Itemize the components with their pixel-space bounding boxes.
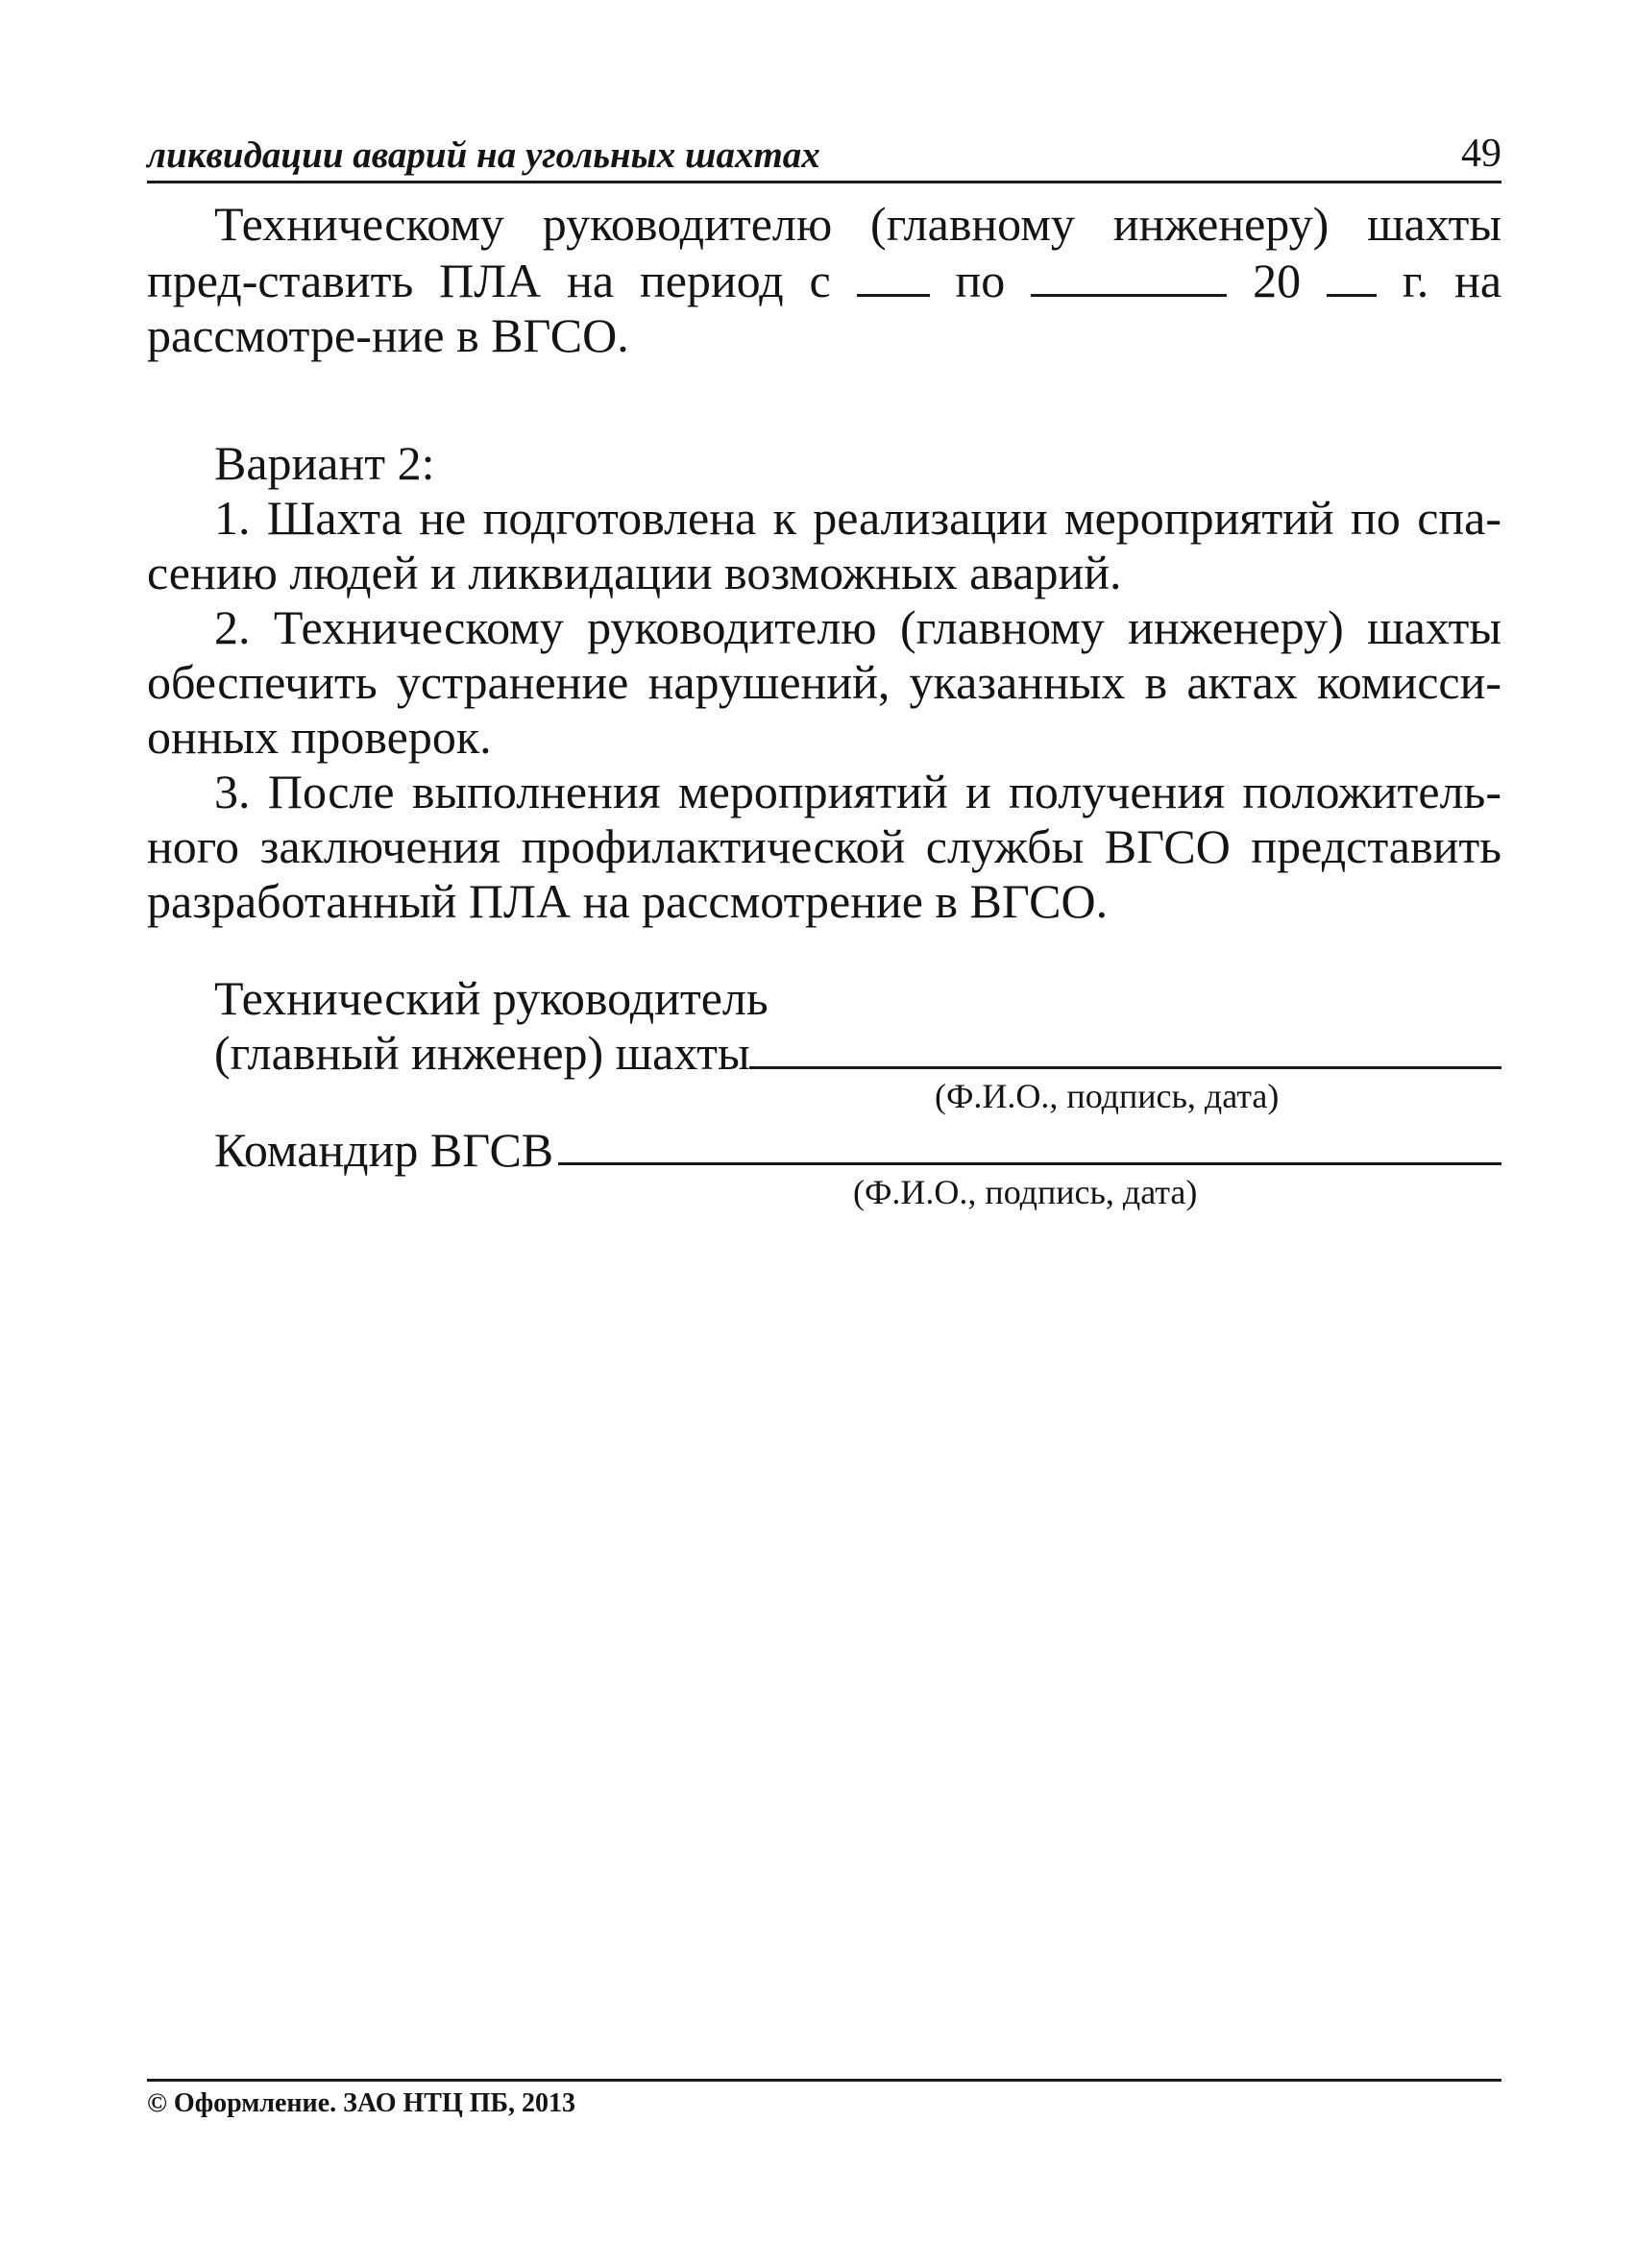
variant-title: Вариант 2: xyxy=(214,436,435,490)
date-to-blank xyxy=(1031,252,1227,297)
variant-item-2: 2. Техническому руководителю (главному инженеру) шахты обеспечить устранение нарушений, указанных в актах комисси-онных проверок. xyxy=(147,600,1501,764)
tech-director-label-line1: Технический руководитель xyxy=(214,971,769,1025)
paragraph-gap xyxy=(147,363,1501,436)
tech-director-caption: (Ф.И.О., подпись, дата) xyxy=(935,1077,1280,1115)
intro-text-part3: 20 xyxy=(1253,254,1302,307)
year-blank xyxy=(1327,252,1377,297)
intro-text-part1: Техническому руководителю (главному инженеру) шахты пред-ставить ПЛА на период с xyxy=(147,197,1501,307)
signature-block xyxy=(147,970,1501,1258)
commander-label: Командир ВГСВ xyxy=(214,1123,554,1177)
variant-item-3: 3. После выполнения мероприятий и получения положитель-ного заключения профилактической службы ВГСО представить разработанный ПЛА на рассмотрение в ВГСО. xyxy=(147,765,1501,928)
running-header xyxy=(147,123,1501,183)
variant-item-1: 1. Шахта не подготовлена к реализации мероприятий по спа-сению людей и ликвидации возможных аварий. xyxy=(147,491,1501,599)
tech-director-signature-line xyxy=(749,1066,1501,1069)
commander-caption: (Ф.И.О., подпись, дата) xyxy=(853,1173,1198,1211)
document-body xyxy=(147,197,1501,929)
footer-rule xyxy=(147,2079,1501,2082)
footer-copyright: © Оформление. ЗАО НТЦ ПБ, 2013 xyxy=(147,2088,576,2118)
intro-text-part2: по xyxy=(955,254,1006,307)
intro-paragraph xyxy=(147,197,1501,363)
date-from-blank xyxy=(857,252,930,297)
commander-signature-line xyxy=(558,1162,1501,1165)
running-title: ликвидации аварий на угольных шахтах xyxy=(147,134,820,176)
intro-text-part4: г. на рассмотре-ние в ВГСО. xyxy=(147,254,1502,362)
page-number: 49 xyxy=(1461,132,1501,176)
tech-director-label-line2: (главный инженер) шахты xyxy=(214,1026,750,1080)
